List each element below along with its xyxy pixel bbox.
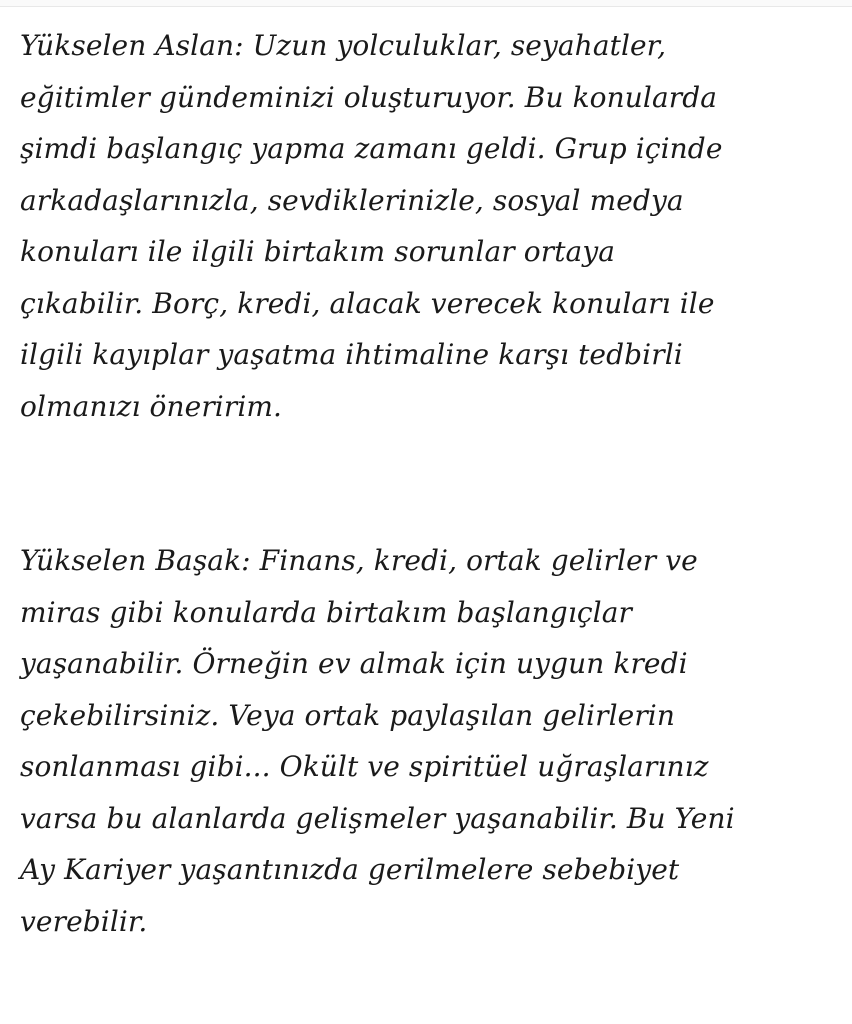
paragraph-yukselen-aslan: Yükselen Aslan: Uzun yolculuklar, seyahatler, eğitimler gündeminizi oluşturuyor. Bu konularda şimdi başlangıç yapma zamanı geldi. Grup içinde arkadaşlarınızla, sevdiklerinizle, sosyal medya konuları ile ilgili birtakım sorunlar ortaya çıkabilir. Borç, kredi, alacak verecek konuları ile ilgili kayıplar yaşatma ihtimaline karşı tedbirli olmanızı öneririm. (20, 29, 723, 423)
article-body (20, 20, 840, 947)
paragraph-yukselen-basak: Yükselen Başak: Finans, kredi, ortak gelirler ve miras gibi konularda birtakım başlangıçlar yaşanabilir. Örneğin ev almak için uygun kredi çekebilirsiniz. Veya ortak paylaşılan gelirlerin sonlanması gibi... Okült ve spiritüel uğraşlarınız varsa bu alanlarda gelişmeler yaşanabilir. Bu Yeni Ay Kariyer yaşantınızda gerilmelere sebebiyet verebilir. (20, 544, 735, 938)
top-divider (0, 0, 852, 7)
